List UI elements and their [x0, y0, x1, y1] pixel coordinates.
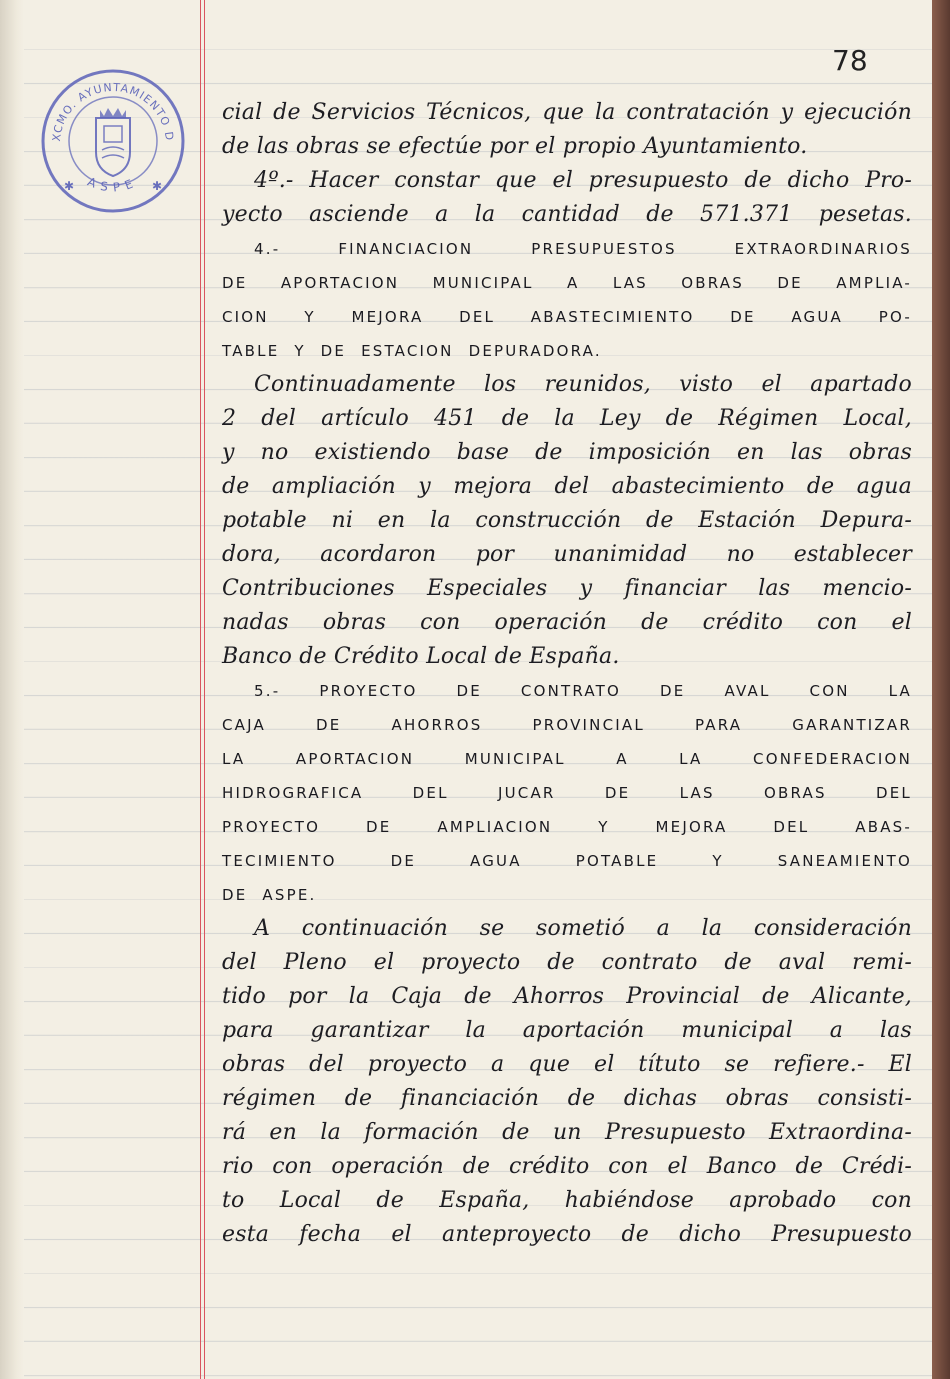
heading-line: TABLE Y DE ESTACION DEPURADORA.	[222, 342, 602, 360]
text-line: potable ni en la construcción de Estación Depura-	[222, 508, 912, 533]
text-line: de las obras se efectúe por el propio Ayuntamiento.	[222, 134, 808, 159]
margin-line-left	[200, 0, 201, 1379]
text-line: A continuación se sometió a la consideración	[254, 916, 912, 941]
handwritten-minutes-text	[222, 96, 912, 1252]
page-spine	[0, 0, 24, 1379]
svg-text:✱: ✱	[152, 179, 163, 193]
heading-line: 4.- FINANCIACION PRESUPUESTOS EXTRAORDINARIOS	[254, 240, 912, 258]
page-number: 78	[832, 44, 868, 77]
text-line: régimen de financiación de dichas obras consisti-	[222, 1086, 912, 1111]
text-line: para garantizar la aportación municipal a las	[222, 1018, 912, 1043]
text-line: Contribuciones Especiales y financiar las mencio-	[222, 576, 912, 601]
heading-line: CAJA DE AHORROS PROVINCIAL PARA GARANTIZAR	[222, 716, 912, 734]
text-line: del Pleno el proyecto de contrato de aval remi-	[222, 950, 912, 975]
text-line: y no existiendo base de imposición en las obras	[222, 440, 912, 465]
text-line: rio con operación de crédito con el Banco de Crédi-	[222, 1154, 912, 1179]
heading-line: DE ASPE.	[222, 886, 317, 904]
text-line: 2 del artículo 451 de la Ley de Régimen Local,	[222, 406, 912, 431]
heading-line: CION Y MEJORA DEL ABASTECIMIENTO DE AGUA PO-	[222, 308, 912, 326]
heading-line: PROYECTO DE AMPLIACION Y MEJORA DEL ABAS-	[222, 818, 912, 836]
text-line: 4º.- Hacer constar que el presupuesto de dicho Pro-	[254, 168, 912, 193]
text-line: nadas obras con operación de crédito con el	[222, 610, 912, 635]
text-line: tido por la Caja de Ahorros Provincial de Alicante,	[222, 984, 912, 1009]
heading-line: LA APORTACION MUNICIPAL A LA CONFEDERACION	[222, 750, 912, 768]
heading-line: HIDROGRAFICA DEL JUCAR DE LAS OBRAS DEL	[222, 784, 912, 802]
svg-text:EXCMO. AYUNTAMIENTO DE: XCMO. AYUNTAMIENTO D	[49, 80, 177, 143]
text-line: to Local de España, habiéndose aprobado con	[222, 1188, 912, 1213]
text-line: cial de Servicios Técnicos, que la contratación y ejecución	[222, 100, 912, 125]
text-line: rá en la formación de un Presupuesto Extraordina-	[222, 1120, 912, 1145]
text-line: Continuadamente los reunidos, visto el apartado	[254, 372, 912, 397]
ledger-edge	[932, 0, 950, 1379]
municipal-seal-stamp	[38, 66, 188, 216]
text-line: Banco de Crédito Local de España.	[222, 644, 620, 669]
heading-line: DE APORTACION MUNICIPAL A LAS OBRAS DE AMPLIA-	[222, 274, 912, 292]
text-line: esta fecha el anteproyecto de dicho Presupuesto	[222, 1222, 912, 1247]
margin-line-right	[204, 0, 205, 1379]
svg-text:ASPE: ASPE	[85, 174, 141, 195]
heading-line: 5.- PROYECTO DE CONTRATO DE AVAL CON LA	[254, 682, 912, 700]
text-line: de ampliación y mejora del abastecimiento de agua	[222, 474, 912, 499]
text-line: dora, acordaron por unanimidad no establecer	[222, 542, 912, 567]
text-line: yecto asciende a la cantidad de 571.371 pesetas.	[222, 202, 912, 227]
svg-text:✱: ✱	[64, 179, 75, 193]
text-line: obras del proyecto a que el títuto se refiere.- El	[222, 1052, 912, 1077]
seal-graphic	[38, 66, 188, 216]
heading-line: TECIMIENTO DE AGUA POTABLE Y SANEAMIENTO	[222, 852, 912, 870]
